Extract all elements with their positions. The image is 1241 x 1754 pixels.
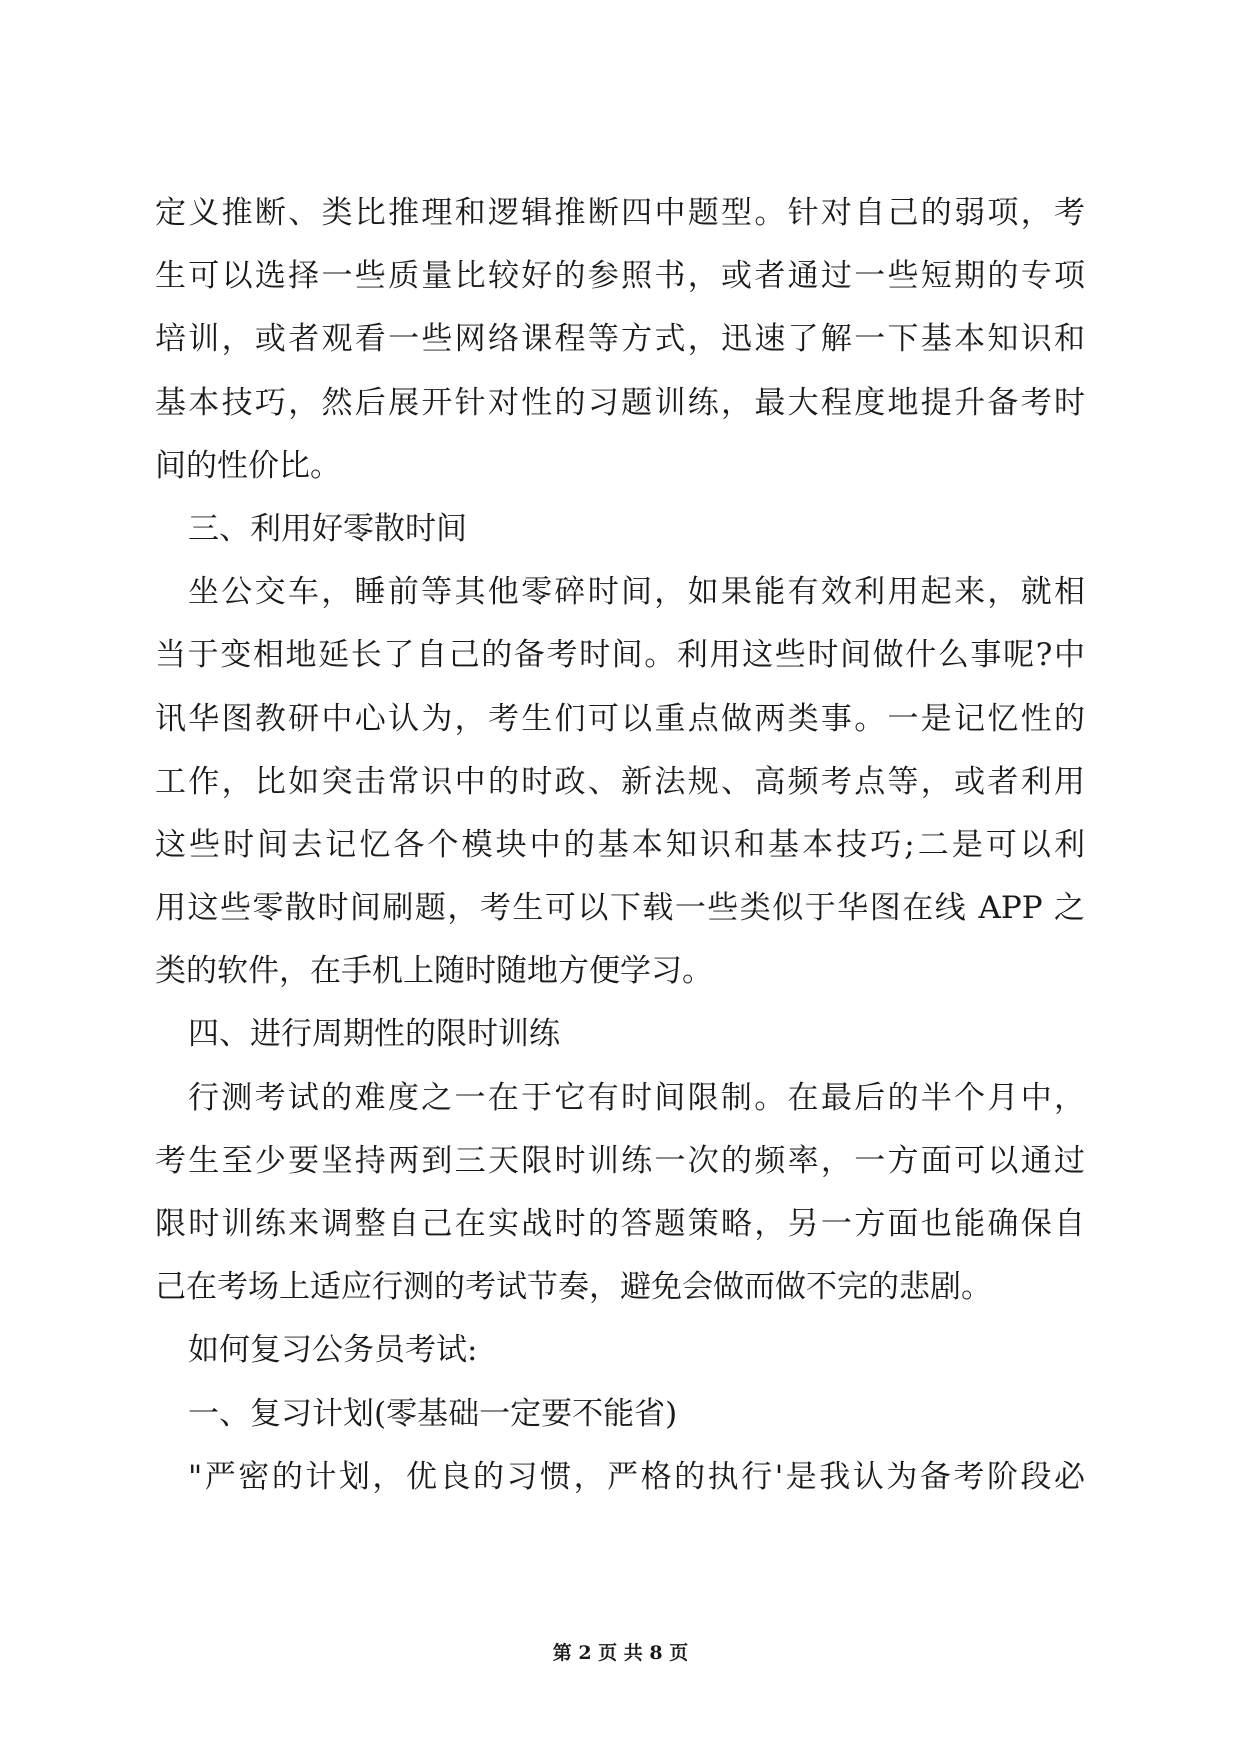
paragraph-line: 基本技巧，然后展开针对性的习题训练，最大程度地提升备考时: [155, 384, 1085, 421]
section-heading: 如何复习公务员考试:: [188, 1332, 478, 1369]
page-footer: 第 2 页 共 8 页: [552, 1642, 689, 1664]
paragraph-line: 己在考场上适应行测的考试节奏，避免会做而做不完的悲剧。: [155, 1269, 992, 1306]
paragraph-line: 行测考试的难度之一在于它有时间限制。在最后的半个月中，: [188, 1079, 1085, 1116]
paragraph-line: 间的性价比。: [155, 447, 341, 484]
paragraph-line: 限时训练来调整自己在实战时的答题策略，另一方面也能确保自: [155, 1206, 1085, 1242]
paragraph-line: 生可以选择一些质量比较好的参照书，或者通过一些短期的专项: [155, 258, 1085, 295]
paragraph-line: 培训，或者观看一些网络课程等方式，迅速了解一下基本知识和: [155, 321, 1085, 358]
section-heading: 三、利用好零散时间: [188, 510, 467, 547]
paragraph-line: 坐公交车，睡前等其他零碎时间，如果能有效利用起来，就相: [188, 574, 1085, 611]
section-heading: 一、复习计划(零基础一定要不能省): [188, 1395, 678, 1432]
paragraph-line: 用这些零散时间刷题，考生可以下载一些类似于华图在线 APP 之: [155, 890, 1085, 927]
paragraph-line: 讯华图教研中心认为，考生们可以重点做两类事。一是记忆性的: [155, 700, 1085, 737]
paragraph-line: "严密的计划，优良的习惯，严格的执行'是我认为备考阶段必: [188, 1458, 1085, 1495]
paragraph-line: 这些时间去记忆各个模块中的基本知识和基本技巧;二是可以利: [155, 826, 1085, 863]
paragraph-line: 当于变相地延长了自己的备考时间。利用这些时间做什么事呢?中: [155, 637, 1085, 674]
paragraph-line: 工作，比如突击常识中的时政、新法规、高频考点等，或者利用: [155, 763, 1085, 800]
paragraph-line: 考生至少要坚持两到三天限时训练一次的频率，一方面可以通过: [155, 1142, 1085, 1179]
document-body: [155, 182, 1085, 1509]
paragraph-line: 定义推断、类比推理和逻辑推断四中题型。针对自己的弱项，考: [155, 195, 1085, 231]
section-heading: 四、进行周期性的限时训练: [188, 1016, 560, 1053]
paragraph-line: 类的软件，在手机上随时随地方便学习。: [155, 953, 713, 990]
